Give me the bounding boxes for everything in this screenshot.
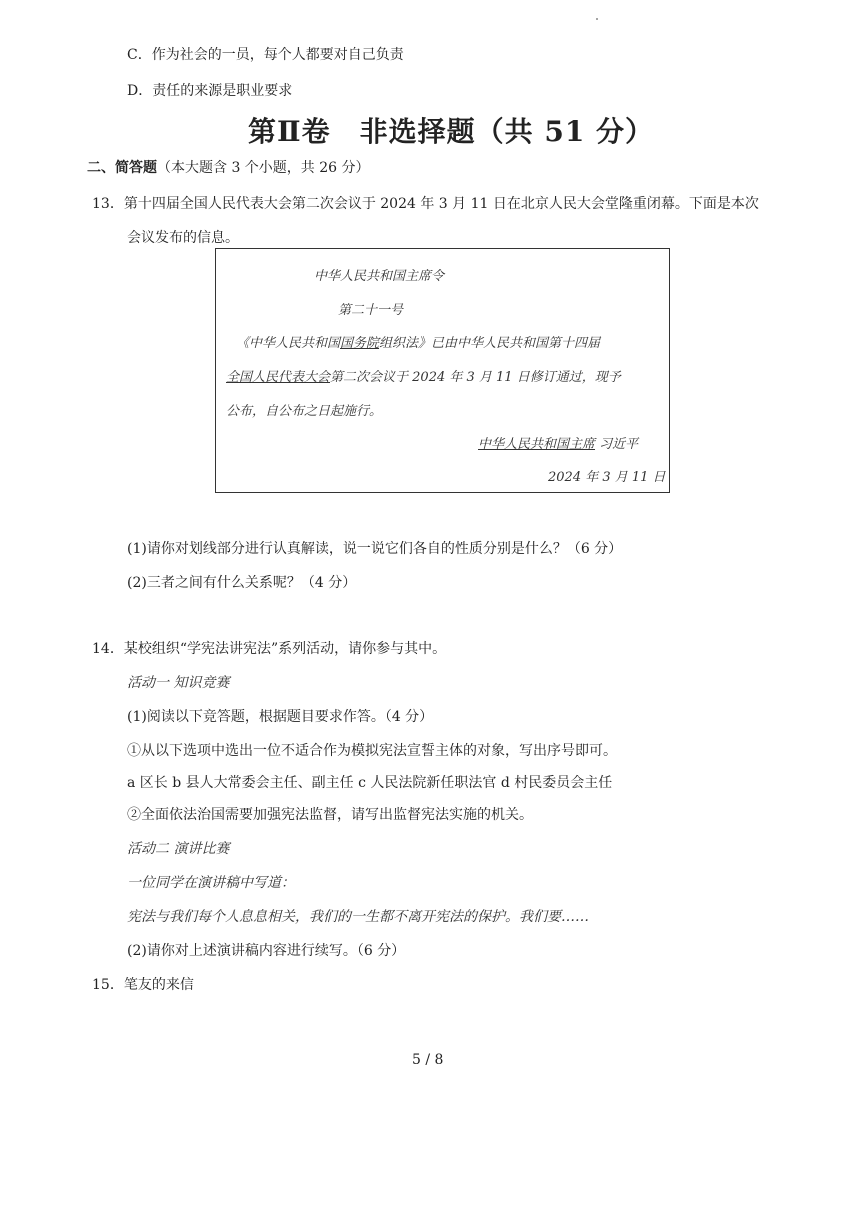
q14-stem: 14．某校组织“学宪法讲宪法”系列活动，请你参与其中。: [92, 641, 447, 657]
q15-stem: 15．笔友的来信: [92, 977, 194, 993]
decree-body1-post: 组织法》已由中华人民共和国第十四届: [379, 336, 601, 351]
q14-item2: ②全面依法治国需要加强宪法监督，请写出监督宪法实施的机关。: [127, 807, 533, 823]
decree-body-line1: [236, 332, 600, 351]
decree-number: 第二十一号: [338, 303, 404, 318]
decree-body2-post: 第二次会议于 2024 年 3 月 11 日修订通过，现予: [330, 370, 621, 385]
decree-signature: [478, 433, 638, 452]
section-heading: [87, 157, 370, 177]
underlined-president: 中华人民共和国主席: [478, 437, 596, 452]
scan-speck: [596, 18, 598, 20]
decree-body-line2: [226, 366, 621, 385]
page-number: 5 / 8: [412, 1052, 444, 1068]
section-name: 二、简答题: [87, 160, 157, 176]
q13-stem-line2: 会议发布的信息。: [127, 230, 239, 246]
q13-sub1: (1)请你对划线部分进行认真解读，说一说它们各自的性质分别是什么？（6 分）: [127, 541, 623, 557]
decree-body-line3: 公布，自公布之日起施行。: [226, 404, 383, 419]
q14-speech-text: 宪法与我们每个人息息相关，我们的一生都不离开宪法的保护。我们要……: [127, 909, 589, 925]
underlined-state-council: 国务院: [340, 336, 380, 351]
q14-sub2: (2)请你对上述演讲稿内容进行续写。（6 分）: [127, 943, 406, 959]
decree-date: 2024 年 3 月 11 日: [548, 470, 666, 485]
presidential-decree-box: [215, 248, 670, 493]
q14-sub1: (1)阅读以下竞答题，根据题目要求作答。（4 分）: [127, 709, 434, 725]
q14-speech-intro: 一位同学在演讲稿中写道：: [127, 875, 295, 891]
section-note: （本大题含 3 个小题，共 26 分）: [157, 160, 370, 176]
q13-stem-line1: 13．第十四届全国人民代表大会第二次会议于 2024 年 3 月 11 日在北京人民大会堂隆重闭幕。下面是本次: [92, 196, 759, 212]
decree-title: 中华人民共和国主席令: [314, 269, 445, 284]
signature-name: 习近平: [595, 437, 639, 452]
decree-body1-pre: 《中华人民共和国: [236, 336, 341, 351]
option-c: C．作为社会的一员，每个人都要对自己负责: [127, 47, 404, 63]
q13-sub2: (2)三者之间有什么关系呢？（4 分）: [127, 575, 357, 591]
q14-activity1: 活动一 知识竞赛: [127, 675, 230, 691]
q14-activity2: 活动二 演讲比赛: [127, 841, 230, 857]
part-title: 第Ⅱ卷 非选择题（共 51 分）: [248, 115, 655, 148]
underlined-npc: 全国人民代表大会: [226, 370, 331, 385]
q14-choices: a 区长 b 县人大常委会主任、副主任 c 人民法院新任职法官 d 村民委员会主任: [127, 775, 613, 791]
option-d: D．责任的来源是职业要求: [127, 83, 293, 99]
q14-item1: ①从以下选项中选出一位不适合作为模拟宪法宣誓主体的对象，写出序号即可。: [127, 743, 617, 759]
